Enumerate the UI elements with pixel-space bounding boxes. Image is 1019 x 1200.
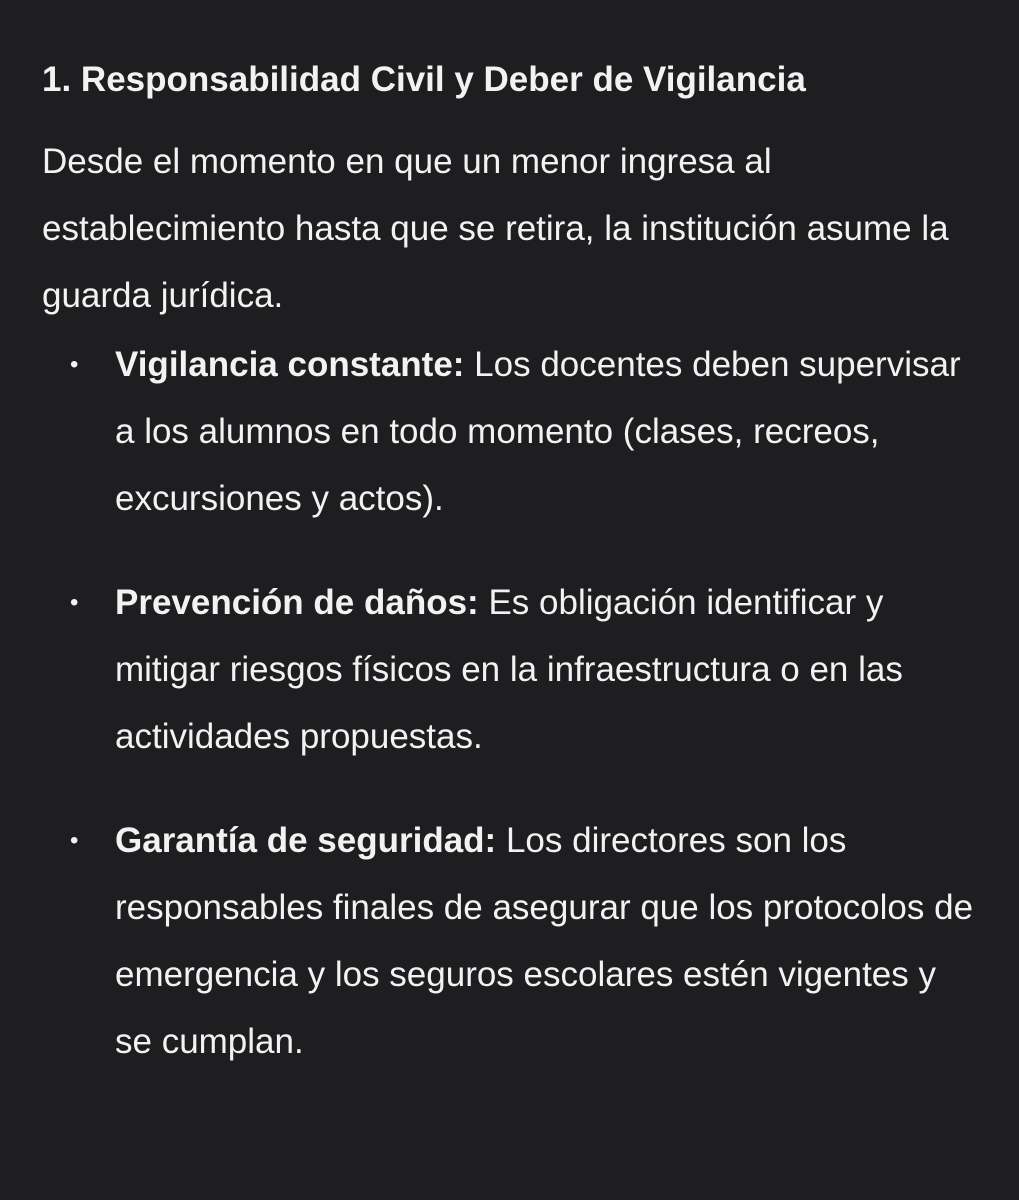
document xyxy=(42,52,982,1112)
bullet-icon: • xyxy=(70,351,79,378)
item-term: Prevención de daños: xyxy=(115,583,479,622)
bullet-icon: • xyxy=(70,827,79,854)
list-item xyxy=(42,807,982,1075)
list-item xyxy=(42,569,982,770)
list-item xyxy=(42,331,982,532)
item-text: Los directores son los responsables finales de asegurar que los protocolos de emergencia y los seguros escolares estén vigentes y se cumplan. xyxy=(115,821,974,1061)
item-term: Vigilancia constante: xyxy=(115,345,465,384)
bullet-list xyxy=(42,331,982,1075)
bullet-icon: • xyxy=(70,589,79,616)
item-text: Es obligación identificar y mitigar riesgos físicos en la infraestructura o en las actividades propuestas. xyxy=(115,583,903,756)
intro-paragraph: Desde el momento en que un menor ingresa al establecimiento hasta que se retira, la institución asume la guarda jurídica. xyxy=(42,142,949,315)
section-heading: 1. Responsabilidad Civil y Deber de Vigilancia xyxy=(42,60,806,99)
item-text: Los docentes deben supervisar a los alumnos en todo momento (clases, recreos, excursiones y actos). xyxy=(115,345,961,518)
item-term: Garantía de seguridad: xyxy=(115,821,497,860)
